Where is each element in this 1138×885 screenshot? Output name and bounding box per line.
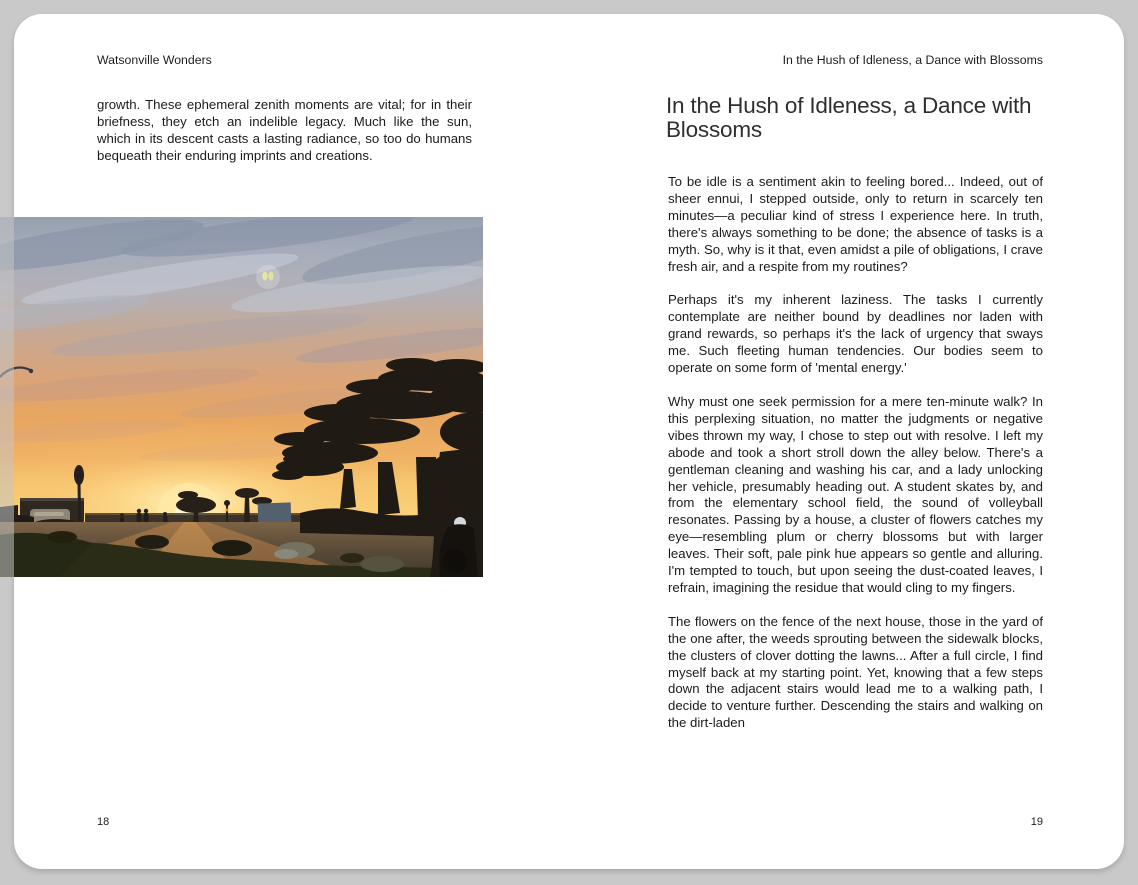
body-paragraph: Perhaps it's my inherent laziness. The tasks I currently contemplate are neither bound by deadlines nor laden with grand rewards, so perhaps it's the lack of urgency that sways me. Such fleeting human tendencies. Our bodies seem to operate on some form of 'mental energy.' (668, 292, 1043, 376)
left-page-body (97, 97, 472, 182)
right-page-body (668, 174, 1043, 749)
body-paragraph: The flowers on the fence of the next house, those in the yard of the one after, the weeds sprouting between the sidewalk blocks, the clusters of clover dotting the lawns... After a full circle, I find myself back at my starting point. Yet, knowing that a few steps down the adjacent stairs would lead me to a walking path, I decide to venture further. Descending the stairs and walking on the dirt-laden (668, 613, 1043, 731)
right-page-header: In the Hush of Idleness, a Dance with Blossoms (782, 53, 1043, 67)
sunset-photo-graphic (0, 217, 483, 577)
body-paragraph: Why must one seek permission for a mere ten-minute walk? In this perplexing situation, no matter the judgments or negative vibes thrown my way, I chose to step out with resolve. I left my abode and took a short stroll down the alley below. There's a gentleman cleaning and washing his car, and a lady unlocking her vehicle, presumably heading out. A student skates by, and from the elementary school field, the sound of volleyball resonates. Passing by a house, a cluster of flowers catches my eye—resembling plum or cherry blossoms but with larger leaves. Their soft, pale pink hue appears so gentle and alluring. I'm tempted to touch, but upon seeing the dust-coated leaves, I refrain, imagining the residue that would cling to my fingers. (668, 393, 1043, 595)
body-paragraph: To be idle is a sentiment akin to feeling bored... Indeed, out of sheer ennui, I stepped outside, only to return in scarcely ten minutes—a peculiar kind of stress I experience here. In truth, there's always something to be done; the absence of tasks is a myth. So, why is it that, even amidst a pile of obligations, I crave fresh air, and a respite from my routines? (668, 174, 1043, 274)
left-page-header: Watsonville Wonders (97, 53, 212, 67)
left-page-number: 18 (97, 816, 110, 828)
right-page-number: 19 (1030, 816, 1043, 828)
chapter-title: In the Hush of Idleness, a Dance with Blossoms (666, 93, 1032, 142)
sunset-photo (0, 217, 483, 577)
left-page-paragraph: growth. These ephemeral zenith moments are vital; for in their briefness, they etch an indelible legacy. Much like the sun, which in its descent casts a lasting radiance, so too do humans bequeath their enduring imprints and creations. (97, 97, 472, 163)
